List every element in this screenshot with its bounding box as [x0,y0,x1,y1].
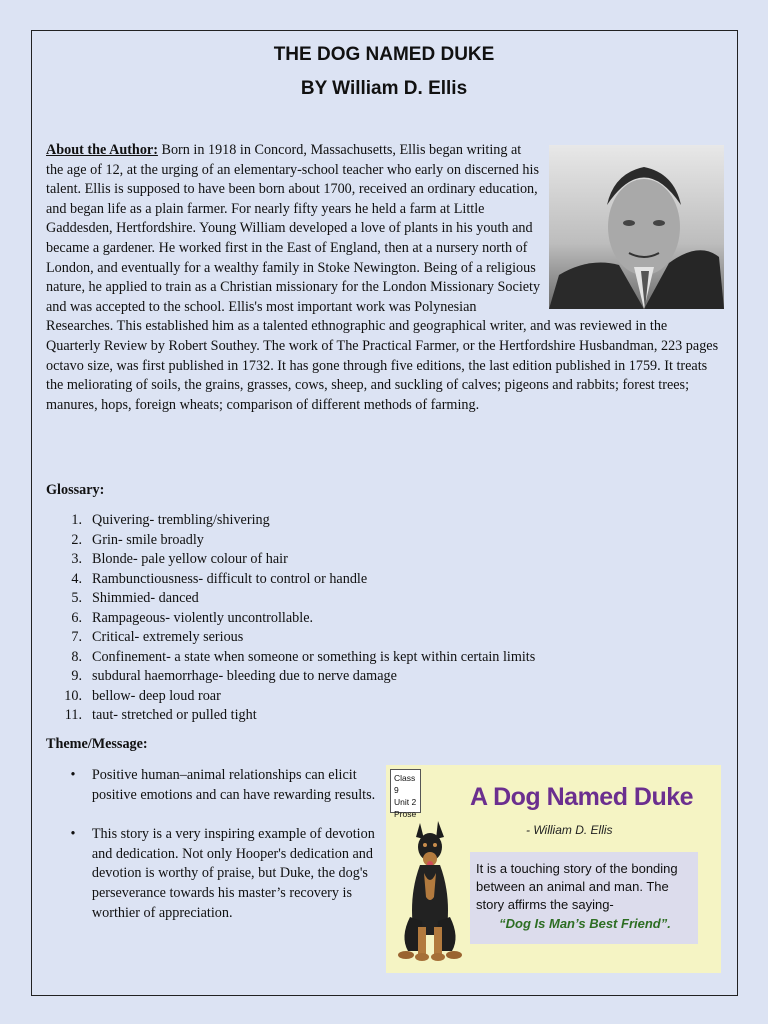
glossary-item [46,687,706,707]
glossary-item-text: Grin- smile broadly [92,531,204,548]
tag-genre: Prose [394,809,417,819]
author-photo [549,145,724,309]
poster-title: A Dog Named Duke [470,783,694,811]
about-author-paragraph [46,141,722,415]
glossary-item [46,667,706,687]
glossary-item-number: 9. [71,668,82,684]
glossary-item-number: 4. [71,570,82,587]
story-poster [386,765,721,973]
glossary-item-text: Critical- extremely serious [92,629,244,645]
theme-item [46,825,376,923]
tag-unit: Unit 2 [394,797,417,807]
dog-illustration [394,817,466,967]
glossary-item [46,706,706,726]
theme-list [46,766,376,943]
poster-body: It is a touching story of the bonding between an animal and man. The story affirms the saying- [476,861,678,912]
glossary-heading: Glossary: [46,482,105,498]
about-author-text: Born in 1918 in Concord, Massachusetts, Ellis began writing at the age of 12, at the urging of an elementary-school teacher who early on discerned his talent. Ellis is supposed to have been born about 1700, received an ordinary education, and began life as a plain farmer. For nearly fifty years he held a farm at Little Gaddesden, Hertfordshire. Young William developed a love of plants in his youth and became a gardener. He worked first in the East of England, then at a nursery north of London, and eventually for a wealthy family in Stoke Newington. Being of a religious nature, he applied to train as a Christian missionary for the London Missionary Society and was accepted to the school. Ellis's most important work was Polynesian Researches. This established him as a talented ethnographic and geographical writer, and was reviewed in the Quarterly Review by Robert Southey. The work of The Practical Farmer, or the Hertfordshire Husbandman, 223 pages octavo size, was first published in 1732. It has gone through five editions, the last edition published in 1759. It treats the meliorating of soils, the grains, grasses, cows, sheep, and suckling of calves; pigeons and rabbits; forest trees; manures, hops, foreign wheats; comparison of different methods of farming. [46,142,719,413]
glossary-item-text: Rampageous- violently uncontrollable. [92,609,314,626]
glossary-item [46,609,706,629]
glossary-item-text: Quivering- trembling/shivering [92,512,270,528]
glossary-item-text: Shimmied- danced [92,590,199,606]
glossary-item-number: 8. [71,648,82,665]
glossary-item [46,648,706,668]
glossary-item-text: bellow- deep loud roar [92,687,221,704]
bullet-icon: • [70,767,76,783]
glossary-item-number: 3. [71,551,82,567]
theme-heading: Theme/Message: [46,736,148,752]
class-tag [390,769,421,819]
poster-author: - William D. Ellis [526,823,613,837]
glossary-item-number: 10. [64,687,82,704]
page-byline: BY William D. Ellis [300,78,468,99]
glossary-item [46,628,706,648]
glossary-list [46,511,706,726]
glossary-item-text: Confinement- a state when someone or something is kept within certain limits [92,648,536,665]
glossary-item-text: subdural haemorrhage- bleeding due to nerve damage [92,668,397,684]
glossary-item [46,511,706,531]
glossary-item-text: taut- stretched or pulled tight [92,707,257,723]
theme-item-text: This story is a very inspiring example of devotion and dedication. Not only Hooper's dedication and devotion is worthy of praise, but Duke, the dog's perseverance towards his master’s recovery is worthier of appreciation. [91,826,375,921]
poster-description [470,852,698,944]
glossary-item-number: 7. [71,629,82,645]
glossary-item-number: 2. [71,531,82,548]
glossary-item-number: 6. [71,609,82,626]
glossary-item [46,570,706,590]
glossary-item [46,589,706,609]
glossary-item [46,550,706,570]
bullet-icon: • [70,826,76,843]
page-title: THE DOG NAMED DUKE [273,44,495,65]
about-author-label: About the Author: [46,142,158,158]
theme-item-text: Positive human–animal relationships can elicit positive emotions and can have rewarding results. [91,767,376,803]
theme-item [46,766,376,805]
glossary-item [46,531,706,551]
glossary-item-number: 11. [64,707,82,723]
glossary-item-number: 5. [71,590,82,606]
glossary-item-text: Rambunctiousness- difficult to control or handle [92,570,368,587]
tag-class: Class 9 [394,773,416,795]
glossary-item-text: Blonde- pale yellow colour of hair [92,551,288,567]
glossary-item-number: 1. [71,512,82,528]
poster-quote: “Dog Is Man’s Best Friend”. [499,916,671,931]
